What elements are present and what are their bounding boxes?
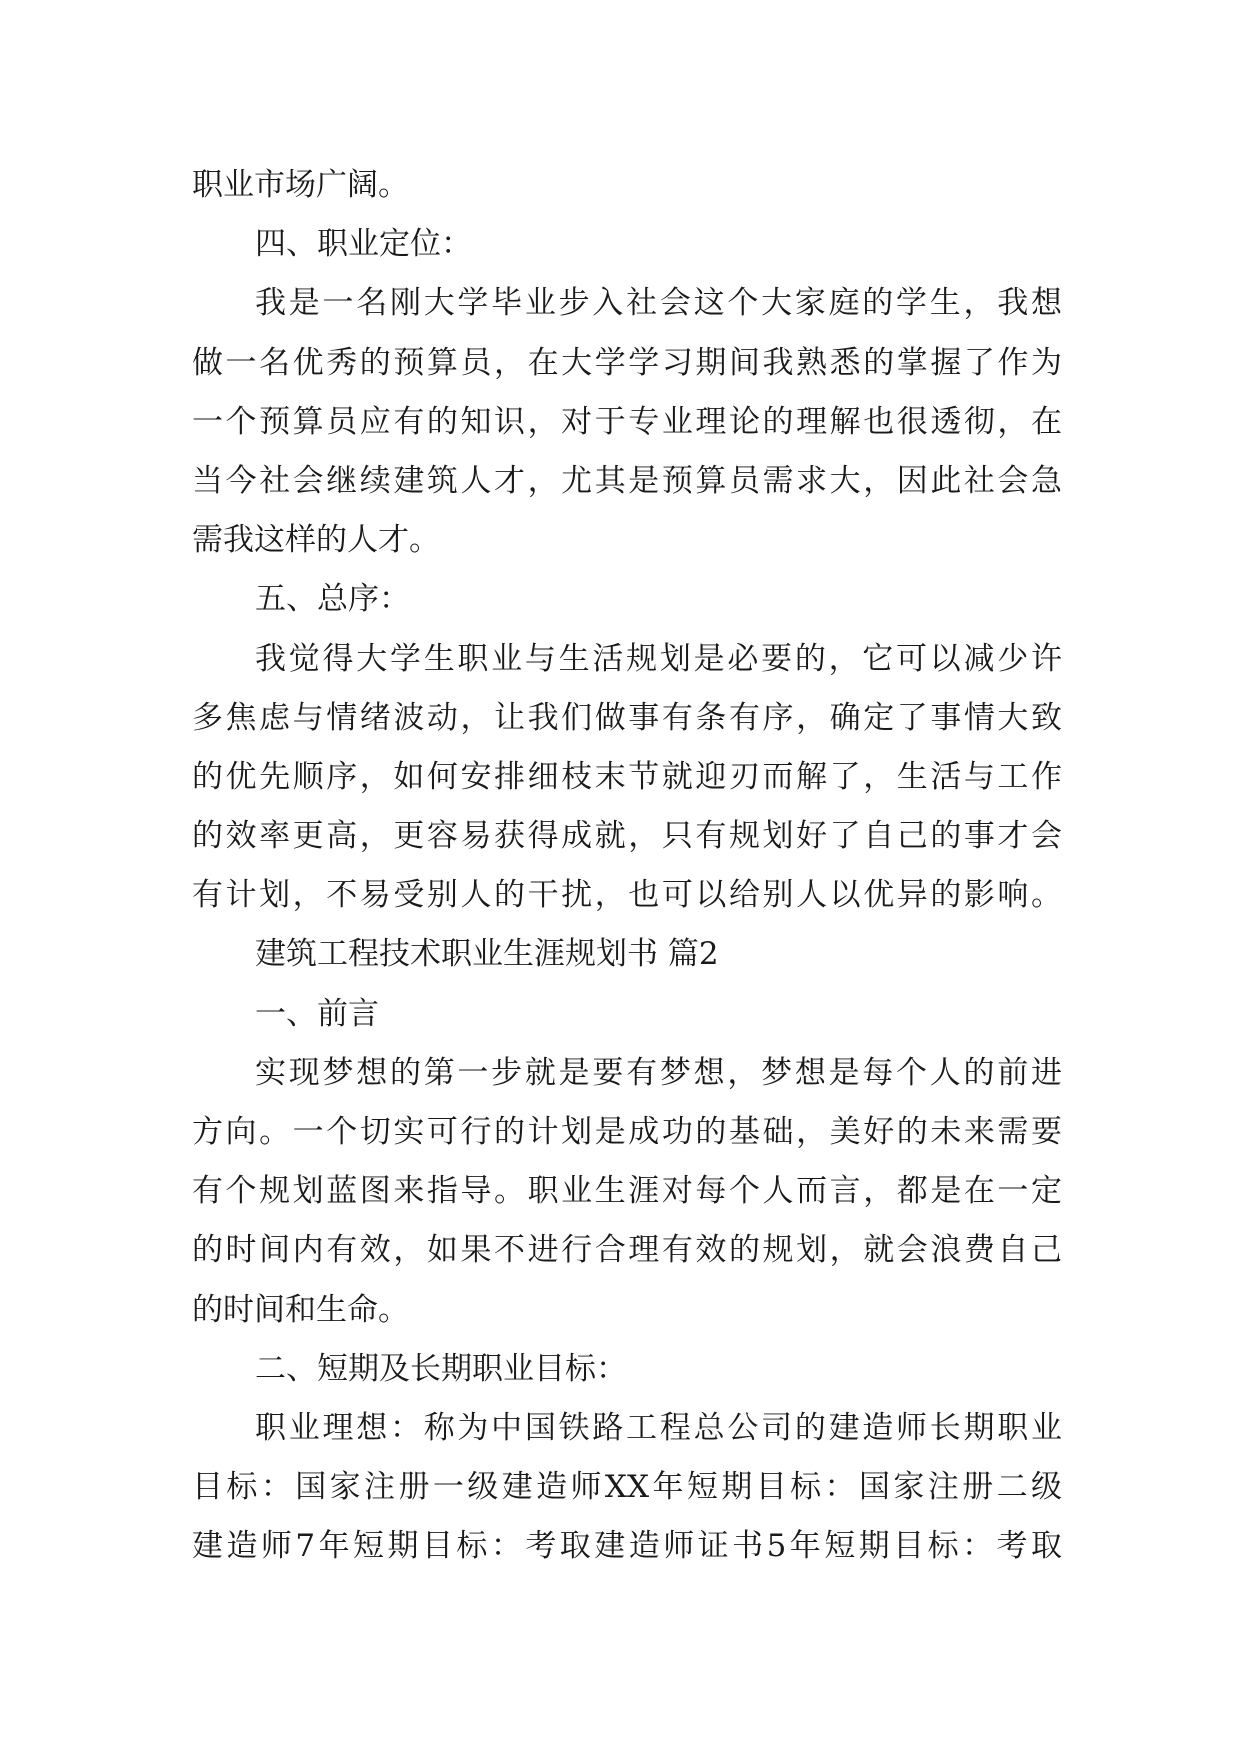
text-line: 多焦虑与情绪波动，让我们做事有条有序，确定了事情大致: [192, 699, 1062, 736]
text-line: 职业理想：称为中国铁路工程总公司的建造师长期职业: [255, 1409, 1062, 1446]
text-line: 一个预算员应有的知识，对于专业理论的理解也很透彻，在: [192, 403, 1062, 440]
text-line: 的时间和生命。: [192, 1291, 409, 1328]
text-line: 我觉得大学生职业与生活规划是必要的，它可以减少许: [255, 640, 1062, 677]
text-line: 建造师7年短期目标：考取建造师证书5年短期目标：考取: [192, 1528, 1062, 1565]
text-line: 的效率更高，更容易获得成就，只有规划好了自己的事才会: [192, 818, 1062, 855]
text-line: 方向。一个切实可行的计划是成功的基础，美好的未来需要: [192, 1114, 1062, 1150]
text-line: 有计划，不易受别人的干扰，也可以给别人以优异的影响。: [192, 877, 1062, 914]
text-line: 的优先顺序，如何安排细枝末节就迎刃而解了，生活与工作: [192, 758, 1062, 795]
text-line: 四、职业定位：: [255, 226, 472, 263]
text-line: 一、前言: [255, 995, 379, 1032]
text-line: 建筑工程技术职业生涯规划书 篇2: [255, 936, 719, 973]
body-text: [192, 156, 1062, 1577]
text-line: 需我这样的人才。: [192, 522, 440, 559]
text-line: 二、短期及长期职业目标：: [255, 1350, 627, 1387]
text-line: 当今社会继续建筑人才，尤其是预算员需求大，因此社会急: [192, 462, 1062, 499]
text-line: 五、总序：: [255, 581, 410, 618]
text-line: 做一名优秀的预算员，在大学学习期间我熟悉的掌握了作为: [192, 344, 1062, 381]
text-line: 目标：国家注册一级建造师XX年短期目标：国家注册二级: [192, 1469, 1062, 1506]
text-line: 的时间内有效，如果不进行合理有效的规划，就会浪费自己: [192, 1232, 1062, 1269]
text-line: 有个规划蓝图来指导。职业生涯对每个人而言，都是在一定: [192, 1173, 1062, 1210]
text-line: 职业市场广阔。: [192, 167, 409, 203]
text-line: 实现梦想的第一步就是要有梦想，梦想是每个人的前进: [255, 1054, 1062, 1091]
text-line: 我是一名刚大学毕业步入社会这个大家庭的学生，我想: [255, 285, 1062, 322]
